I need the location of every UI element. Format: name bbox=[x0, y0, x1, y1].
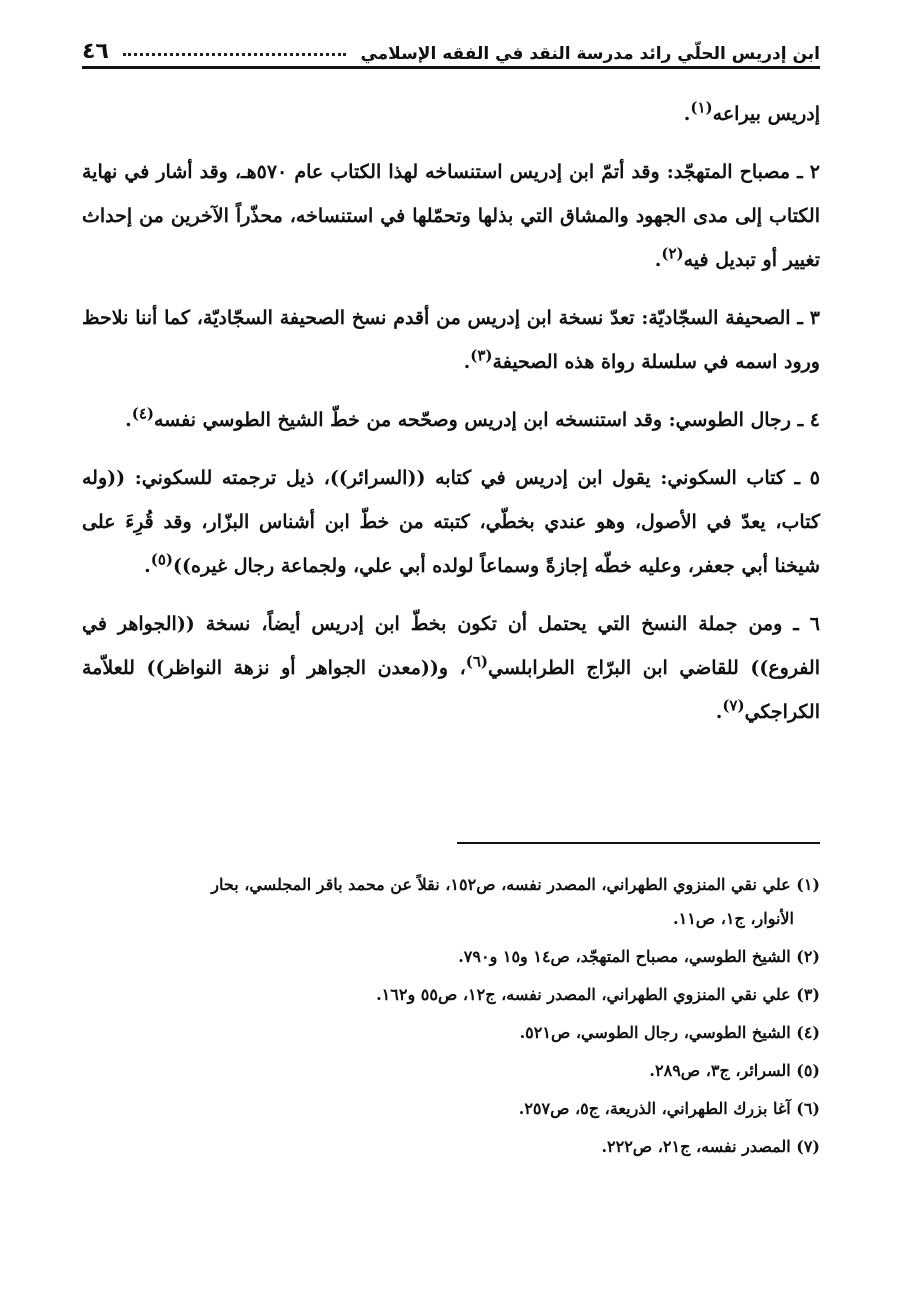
paragraph-tail: . bbox=[125, 409, 132, 431]
footnote-ref-3[interactable]: (٣) bbox=[470, 346, 493, 365]
page-number: ٤٦ bbox=[82, 39, 109, 64]
paragraph-tail: . bbox=[463, 351, 471, 373]
paragraph-continuation bbox=[82, 92, 820, 136]
main-text bbox=[82, 92, 820, 748]
footnote-text: علي نقي المنزوي الطهراني، المصدر نفسه، ص١٥٢، نقلاً عن محمد باقر المجلسي، بحار bbox=[211, 875, 791, 894]
footnote-text: المصدر نفسه، ج٢١، ص٢٢٢. bbox=[601, 1137, 791, 1156]
running-title: ابن إدريس الحلّي رائد مدرسة النقد في الفقه الإسلامي bbox=[360, 44, 820, 64]
footnote-separator bbox=[457, 842, 820, 844]
paragraph-item-3 bbox=[82, 296, 820, 384]
paragraph-text: ٣ ـ الصحيفة السجّاديّة: تعدّ نسخة ابن إدريس من أقدم نسخ الصحيفة السجّاديّة، كما أننا نلاحظ ورود اسمه في سلسلة رواة هذه الصحيفة bbox=[82, 307, 820, 373]
footnote-item bbox=[82, 978, 820, 1012]
paragraph-tail: . bbox=[144, 555, 151, 577]
footnote-text: الشيخ الطوسي، مصباح المتهجّد، ص١٤ و١٥ و٧٩٠. bbox=[458, 947, 791, 966]
footnote-ref-2[interactable]: (٢) bbox=[661, 244, 684, 263]
paragraph-text: إدريس بيراعه bbox=[712, 103, 820, 125]
footnotes bbox=[82, 868, 820, 1168]
footnote-text-continued: الأنوار، ج١، ص١١. bbox=[673, 909, 794, 928]
footnote-number: (٤) bbox=[796, 1023, 820, 1042]
paragraph-text: ٥ ـ كتاب السكوني: يقول ابن إدريس في كتابه ((السرائر))، ذيل ترجمته للسكوني: ((وله كتاب، يعدّ في الأصول، وهو عندي بخطّي، كتبته من خطّ ابن أشناس البزّار، وقد قُرِءَ على شيخنا أبي جعفر، وعليه خطّه إجازةً وسماعاً لولده أبي علي، ولجماعة رجال غيره)) bbox=[82, 467, 820, 577]
footnote-number: (٥) bbox=[796, 1061, 820, 1080]
footnote-number: (٢) bbox=[796, 947, 820, 966]
footnote-item bbox=[82, 1092, 820, 1126]
footnote-text: السرائر، ج٣، ص٢٨٩. bbox=[649, 1061, 791, 1080]
footnote-item bbox=[82, 868, 820, 936]
footnote-number: (٦) bbox=[796, 1099, 820, 1118]
paragraph-item-4 bbox=[82, 398, 820, 442]
footnote-ref-1[interactable]: (١) bbox=[690, 98, 713, 117]
footnote-item bbox=[82, 1054, 820, 1088]
page-header bbox=[82, 28, 820, 68]
paragraph-text: ٢ ـ مصباح المتهجّد: وقد أتمّ ابن إدريس استنساخه لهذا الكتاب عام ٥٧٠هـ، وقد أشار في نهاية الكتاب إلى مدى الجهود والمشاق التي بذلها وتحمّلها في استنساخه، محذّراً الآخرين من إحداث تغيير أو تبديل فيه bbox=[82, 161, 820, 271]
paragraph-tail: . bbox=[715, 701, 723, 723]
footnote-text: الشيخ الطوسي، رجال الطوسي، ص٥٢١. bbox=[519, 1023, 791, 1042]
footnote-ref-4[interactable]: (٤) bbox=[131, 404, 154, 423]
header-rule bbox=[82, 66, 820, 69]
paragraph-text: ٦ ـ ومن جملة النسخ التي يحتمل أن تكون بخطّ ابن إدريس أيضاً، نسخة ((الجواهر في الفروع)) للقاضي ابن البرّاج الطرابلسي bbox=[82, 613, 820, 679]
footnote-item bbox=[82, 1016, 820, 1050]
header-dot-leader bbox=[123, 53, 347, 56]
footnote-item bbox=[82, 940, 820, 974]
paragraph-tail: . bbox=[683, 103, 691, 125]
footnote-text: علي نقي المنزوي الطهراني، المصدر نفسه، ج١٢، ص٥٥ و١٦٢. bbox=[376, 985, 791, 1004]
footnote-ref-6[interactable]: (٦) bbox=[465, 652, 488, 671]
paragraph-item-6 bbox=[82, 602, 820, 734]
footnote-ref-5[interactable]: (٥) bbox=[150, 550, 174, 569]
paragraph-text: ، و((معدن الجواهر أو نزهة النواظر)) للعلاّمة الكراجكي bbox=[82, 657, 820, 723]
footnote-text: آغا بزرك الطهراني، الذريعة، ج٥، ص٢٥٧. bbox=[518, 1099, 791, 1118]
paragraph-item-5 bbox=[82, 456, 820, 588]
paragraph-tail: . bbox=[654, 249, 662, 271]
footnote-ref-7[interactable]: (٧) bbox=[722, 696, 745, 715]
footnote-item bbox=[82, 1130, 820, 1164]
paragraph-item-2 bbox=[82, 150, 820, 282]
footnote-number: (٧) bbox=[796, 1137, 820, 1156]
paragraph-text: ٤ ـ رجال الطوسي: وقد استنسخه ابن إدريس وصحّحه من خطّ الشيخ الطوسي نفسه bbox=[153, 409, 820, 431]
footnote-number: (٣) bbox=[796, 985, 820, 1004]
footnote-number: (١) bbox=[796, 875, 820, 894]
